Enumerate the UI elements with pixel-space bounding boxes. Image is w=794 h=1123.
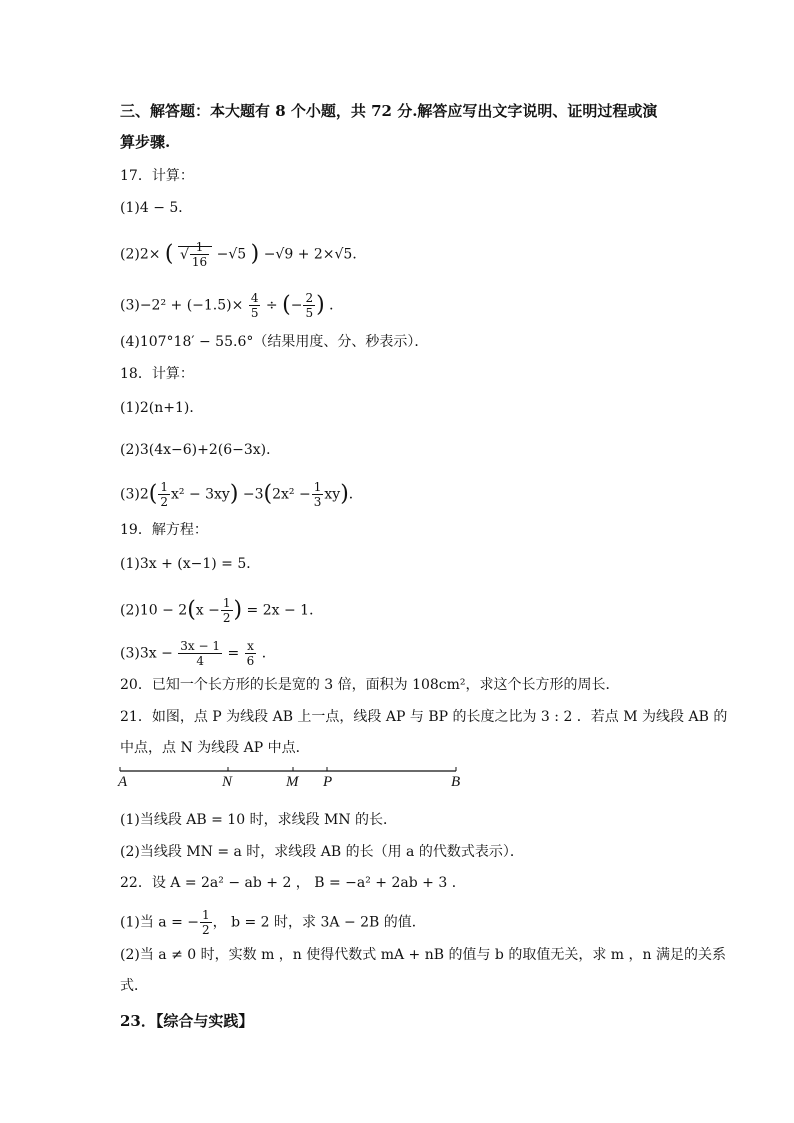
right-paren: ) — [316, 292, 325, 318]
q18-part3-inner: 2x² − — [272, 486, 311, 503]
q23-text: 23．【综合与实践】 — [120, 1012, 254, 1030]
section-header-line2: 算步骤. — [120, 133, 171, 151]
q18-part1: (1)2(n+1)． — [120, 400, 204, 416]
section-header-line1: 三、解答题：本大题有 8 个小题，共 72 分.解答应写出文字说明、证明过程或演 — [120, 102, 658, 120]
q19-part2-prefix: (2)10 − 2 — [120, 602, 188, 619]
frac-num: 4 — [250, 291, 259, 305]
divide-sign: ÷ — [265, 297, 278, 314]
q18-part2: (2)3(4x−6)+2(6−3x)． — [120, 442, 281, 458]
left-paren: ( — [164, 241, 174, 267]
q21-part1: (1)当线段 AB = 10 时，求线段 MN 的长． — [120, 812, 398, 828]
frac-den: 4 — [196, 654, 204, 668]
q18-part3-tail: ． — [348, 486, 363, 503]
point-label-a: A — [118, 774, 128, 790]
q17-part2 — [120, 240, 366, 269]
frac-num: 2 — [305, 291, 314, 305]
left-paren: ( — [187, 597, 196, 623]
q19-part3-end: ． — [261, 645, 276, 662]
left-paren: ( — [263, 481, 273, 507]
q18-part3-minus: −3 — [242, 486, 264, 503]
q21-line1: 21．如图，点 P 为线段 AB 上一点，线段 AP 与 BP 的长度之比为 3 : 2 ．若点 M 为线段 AB 的 — [120, 709, 728, 725]
frac-den: 3 — [313, 495, 322, 509]
q21-part2: (2)当线段 MN = a 时，求线段 AB 的长（用 a 的代数式表示）． — [120, 844, 524, 860]
frac-num: 1 — [202, 908, 210, 922]
frac-den: 5 — [250, 306, 259, 320]
frac-den: 2 — [202, 923, 210, 937]
line-segment-figure — [118, 760, 468, 796]
right-paren: ) — [250, 241, 260, 267]
q20-text: 20．已知一个长方形的长是宽的 3 倍，面积为 108cm²，求这个长方形的周长． — [120, 677, 620, 693]
q18-part3-prefix: (3)2 — [120, 486, 149, 503]
q22-line1: 22．设 A = 2a² − ab + 2 ， B = −a² + 2ab + 3 ． — [120, 875, 466, 891]
q17-part3-prefix: (3)−2² + (−1.5)× — [120, 297, 244, 314]
left-paren: ( — [148, 481, 158, 507]
frac-den: 2 — [160, 495, 168, 509]
q17-part4: (4)107°18′ − 55.6°（结果用度、分、秒表示）． — [120, 334, 429, 350]
left-paren: ( — [282, 292, 291, 318]
point-label-p: P — [323, 774, 333, 790]
q21-line2: 中点，点 N 为线段 AP 中点． — [120, 740, 310, 756]
q19-part2 — [120, 596, 323, 625]
q18-title: 18．计算： — [120, 366, 194, 382]
q22-part2-line1: (2)当 a ≠ 0 时，实数 m ，n 使得代数式 mA + nB 的值与 b 的取值无关，求 m ，n 满足的关系 — [120, 947, 726, 963]
point-label-b: B — [451, 774, 461, 790]
frac-num: 1 — [190, 240, 209, 255]
right-paren: ) — [233, 597, 243, 623]
minus-sqrt5: −√5 — [216, 246, 247, 263]
point-label-m: M — [286, 774, 299, 790]
q17-part1: (1)4 − 5． — [120, 200, 193, 216]
equals-sign: = — [227, 645, 240, 662]
frac-num: x — [245, 639, 257, 654]
q18-part3 — [120, 480, 363, 509]
frac-num: 3x − 1 — [180, 639, 221, 653]
sqrt-fraction: √ $\frac{1}{16}$ — [178, 246, 212, 263]
q19-part2-inner: x − — [195, 602, 220, 619]
q19-part3 — [120, 639, 276, 668]
q22-part1 — [120, 908, 426, 937]
frac-den: 16 — [191, 255, 208, 269]
q19-part3-prefix: (3)3x − — [120, 645, 173, 662]
frac-den: 2 — [222, 611, 231, 625]
q17-part2-prefix: (2)2× — [120, 246, 161, 263]
frac-den: 6 — [246, 654, 255, 668]
q17-part3: (3)−2² + (−1.5)× $\frac{4}{5}$ ÷ (− $\frac{2}{5}$ ) ． — [120, 291, 344, 320]
q22-part2-line2: 式． — [120, 978, 148, 994]
q19-part2-end: = 2x − 1． — [246, 602, 324, 619]
q22-part1-prefix: (1)当 a = − — [120, 914, 199, 931]
frac-num: 1 — [313, 480, 322, 494]
right-paren: ) — [229, 481, 239, 507]
q17-part3-end: ． — [329, 297, 344, 314]
q17-title: 17．计算： — [120, 168, 194, 184]
q19-title: 19．解方程： — [120, 522, 208, 538]
q17-part2-rest: −√9 + 2×√5． — [263, 246, 367, 263]
point-label-n: N — [222, 774, 233, 790]
q18-part3-mid: x² − 3xy — [170, 486, 230, 503]
right-paren: ) — [340, 481, 349, 507]
q19-part1: (1)3x + (x−1) = 5． — [120, 556, 261, 572]
frac-num: 1 — [222, 596, 231, 610]
q18-part3-end: xy — [324, 486, 341, 503]
frac-den: 5 — [305, 306, 314, 320]
q22-part1-rest: ， b = 2 时，求 3A − 2B 的值． — [212, 914, 426, 931]
frac-num: 1 — [160, 480, 168, 494]
